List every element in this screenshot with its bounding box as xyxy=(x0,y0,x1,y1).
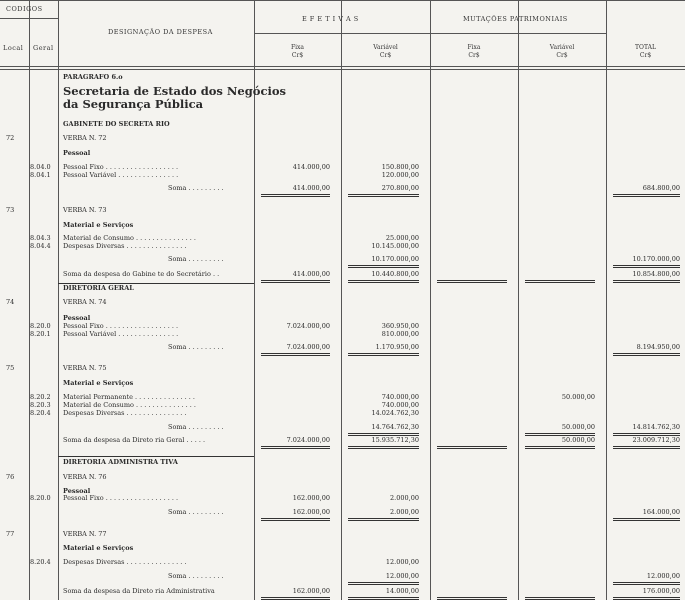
section-separator xyxy=(58,456,254,457)
row-label: Despesas Diversas . . . . . . . . . . . . . . . xyxy=(63,558,187,566)
sum-rule xyxy=(613,582,680,583)
row-label: Material e Serviços xyxy=(63,379,134,387)
amount-var: 14.000,00 xyxy=(385,587,419,595)
amount-total: 176.000,00 xyxy=(642,587,680,595)
amount-total: 10.170.000,00 xyxy=(632,255,680,263)
row-label: VERBA N. 74 xyxy=(63,298,107,306)
geral-code: 8.04.0 xyxy=(30,163,51,171)
section-title: Secretaria de Estado dos Negócios xyxy=(63,84,286,98)
sum-rule-double xyxy=(613,448,680,449)
amount-fixa: 7.024.000,00 xyxy=(286,343,330,351)
sum-rule-double xyxy=(613,282,680,283)
row-label: Soma . . . . . . . . . xyxy=(168,255,224,263)
amount-mvar: 50.000,00 xyxy=(561,436,595,444)
sum-rule-double xyxy=(348,520,419,521)
row-label: GABINETE DO SECRETA RIO xyxy=(63,120,170,128)
sum-rule xyxy=(348,194,419,195)
section-separator xyxy=(58,283,254,284)
sum-rule-double xyxy=(261,355,330,356)
row-label: VERBA N. 75 xyxy=(63,364,107,372)
row-label: Soma . . . . . . . . . xyxy=(168,423,224,431)
local-code: 73 xyxy=(6,206,15,214)
header-geral: Geral xyxy=(33,44,54,52)
amount-total: 164.000,00 xyxy=(642,508,680,516)
geral-code: 8.20.3 xyxy=(30,401,51,409)
header-total: TOTAL xyxy=(635,44,656,51)
amount-total: 23.009.712,30 xyxy=(632,436,680,444)
amount-fixa: 7.024.000,00 xyxy=(286,322,330,330)
sum-rule xyxy=(525,280,595,281)
rule-mutacoes-total xyxy=(606,0,607,600)
amount-total: 12.000,00 xyxy=(646,572,680,580)
amount-fixa: 162.000,00 xyxy=(292,494,330,502)
row-label: Pessoal Fixo . . . . . . . . . . . . . . . . . . xyxy=(63,163,179,171)
amount-fixa: 162.000,00 xyxy=(292,587,330,595)
sum-rule xyxy=(348,597,419,598)
sum-rule xyxy=(261,353,330,354)
rule-codigos xyxy=(0,18,58,19)
header-codigos: CODIGOS xyxy=(6,5,43,13)
section-title: da Segurança Pública xyxy=(63,97,204,111)
amount-var: 1.170.950,00 xyxy=(375,343,419,351)
header-variavel-cr: Cr$ xyxy=(379,52,392,59)
sum-rule xyxy=(437,446,507,447)
amount-fixa: 414.000,00 xyxy=(292,163,330,171)
sum-rule xyxy=(613,597,680,598)
sum-rule xyxy=(348,265,419,266)
amount-var: 15.935.712,30 xyxy=(371,436,419,444)
header-fixa-cr: Cr$ xyxy=(291,52,304,59)
sum-rule-double xyxy=(348,584,419,585)
sum-rule xyxy=(348,446,419,447)
sum-rule xyxy=(261,446,330,447)
amount-fixa: 414.000,00 xyxy=(292,270,330,278)
sum-rule-double xyxy=(525,448,595,449)
geral-code: 8.20.2 xyxy=(30,393,51,401)
sum-rule-double xyxy=(525,282,595,283)
row-label: Material e Serviços xyxy=(63,544,134,552)
row-label: Soma . . . . . . . . . xyxy=(168,572,224,580)
sum-rule xyxy=(348,433,419,434)
header-variavel: Variável xyxy=(373,44,398,51)
amount-fixa: 414.000,00 xyxy=(292,184,330,192)
row-label: Material de Consumo . . . . . . . . . . . . . . . xyxy=(63,401,196,409)
sum-rule-double xyxy=(348,355,419,356)
row-label: Pessoal xyxy=(63,314,91,322)
rule-efetivas-mutacoes xyxy=(430,0,431,600)
amount-fixa: 7.024.000,00 xyxy=(286,436,330,444)
amount-var: 14.024.762,30 xyxy=(371,409,419,417)
sum-rule-double xyxy=(613,355,680,356)
sum-rule-double xyxy=(613,584,680,585)
row-label: Despesas Diversas . . . . . . . . . . . . . . . xyxy=(63,409,187,417)
local-code: 76 xyxy=(6,473,15,481)
row-label: Despesas Diversas . . . . . . . . . . . . . . . xyxy=(63,242,187,250)
sum-rule xyxy=(525,446,595,447)
geral-code: 8.20.4 xyxy=(30,409,51,417)
header-mutacoes: MUTAÇÕES PATRIMONIAIS xyxy=(463,15,568,23)
row-label: Pessoal xyxy=(63,149,91,157)
sum-rule xyxy=(261,518,330,519)
amount-mvar: 50.000,00 xyxy=(561,423,595,431)
row-label: DIRETORIA ADMINISTRA TIVA xyxy=(63,458,178,466)
sum-rule xyxy=(613,353,680,354)
sum-rule xyxy=(613,518,680,519)
sum-rule-double xyxy=(348,196,419,197)
row-label: PARAGRAFO 6.o xyxy=(63,73,123,81)
amount-fixa: 162.000,00 xyxy=(292,508,330,516)
header-mut-variavel-cr: Cr$ xyxy=(556,52,568,59)
row-label: Soma da despesa da Direto ria Geral . . . . . xyxy=(63,436,206,444)
row-label: VERBA N. 72 xyxy=(63,134,107,142)
amount-var: 810.000,00 xyxy=(381,330,419,338)
row-label: VERBA N. 73 xyxy=(63,206,107,214)
amount-var: 740.000,00 xyxy=(381,401,419,409)
sum-rule-double xyxy=(348,267,419,268)
sum-rule-double xyxy=(437,448,507,449)
local-code: 77 xyxy=(6,530,15,538)
row-label: Material de Consumo . . . . . . . . . . . . . . . xyxy=(63,234,196,242)
geral-code: 8.04.4 xyxy=(30,242,51,250)
sum-rule xyxy=(348,518,419,519)
amount-var: 270.800,00 xyxy=(381,184,419,192)
sum-rule xyxy=(613,280,680,281)
header-total-cr: Cr$ xyxy=(639,52,652,59)
sum-rule xyxy=(261,280,330,281)
rule-mfixa-mvar xyxy=(518,0,519,600)
sum-rule xyxy=(613,446,680,447)
row-label: Pessoal Variável . . . . . . . . . . . . . . . xyxy=(63,171,179,179)
amount-var: 12.000,00 xyxy=(385,572,419,580)
rule-fixa-variavel xyxy=(341,0,342,600)
sum-rule-double xyxy=(348,448,419,449)
row-label: VERBA N. 77 xyxy=(63,530,107,538)
row-label: Soma . . . . . . . . . xyxy=(168,343,224,351)
sum-rule-double xyxy=(613,267,680,268)
header-mut-variavel: Variável xyxy=(549,44,575,51)
sum-rule-double xyxy=(261,282,330,283)
rule-header-bottom-2 xyxy=(0,69,685,70)
sum-rule-double xyxy=(261,520,330,521)
sum-rule xyxy=(525,597,595,598)
geral-code: 8.20.4 xyxy=(30,558,51,566)
sum-rule xyxy=(613,433,680,434)
row-label: DIRETORIA GERAL xyxy=(63,284,134,292)
local-code: 72 xyxy=(6,134,15,142)
sum-rule xyxy=(261,194,330,195)
rule-top xyxy=(0,0,685,1)
amount-var: 25.000,00 xyxy=(385,234,419,242)
rule-local-geral xyxy=(29,0,30,600)
sum-rule xyxy=(613,265,680,266)
sum-rule xyxy=(525,433,595,434)
header-local: Local xyxy=(3,44,24,52)
row-label: Soma da despesa da Direto ria Administrativa xyxy=(63,587,215,595)
rule-header-bottom-1 xyxy=(0,66,685,67)
row-label: Material Permanente . . . . . . . . . . . . . . . xyxy=(63,393,195,401)
amount-var: 14.764.762,30 xyxy=(371,423,419,431)
amount-var: 10.145.000,00 xyxy=(371,242,419,250)
local-code: 75 xyxy=(6,364,15,372)
row-label: Material e Serviços xyxy=(63,221,134,229)
row-label: Soma da despesa do Gabine te do Secretário . . xyxy=(63,270,220,278)
geral-code: 8.20.0 xyxy=(30,494,51,502)
sum-rule-double xyxy=(261,196,330,197)
sum-rule xyxy=(348,353,419,354)
amount-var: 10.440.800,00 xyxy=(371,270,419,278)
amount-var: 10.170.000,00 xyxy=(371,255,419,263)
header-mut-fixa: Fixa xyxy=(467,44,481,51)
amount-var: 120.000,00 xyxy=(381,171,419,179)
geral-code: 8.04.3 xyxy=(30,234,51,242)
amount-total: 14.814.762,30 xyxy=(632,423,680,431)
amount-total: 8.194.950,00 xyxy=(636,343,680,351)
sum-rule xyxy=(613,194,680,195)
amount-var: 150.800,00 xyxy=(381,163,419,171)
amount-var: 740.000,00 xyxy=(381,393,419,401)
geral-code: 8.20.0 xyxy=(30,322,51,330)
amount-total: 10.854.800,00 xyxy=(632,270,680,278)
sum-rule xyxy=(348,582,419,583)
amount-var: 360.950,00 xyxy=(381,322,419,330)
row-label: VERBA N. 76 xyxy=(63,473,107,481)
amount-var: 2.000,00 xyxy=(390,508,419,516)
amount-var: 12.000,00 xyxy=(385,558,419,566)
amount-total: 684.800,00 xyxy=(642,184,680,192)
sum-rule xyxy=(437,597,507,598)
row-label: Pessoal Fixo . . . . . . . . . . . . . . . . . . xyxy=(63,322,179,330)
row-label: Pessoal Variável . . . . . . . . . . . . . . . xyxy=(63,330,179,338)
header-efetivas: E F E T I V A S xyxy=(302,15,359,23)
sum-rule-double xyxy=(348,282,419,283)
sum-rule-double xyxy=(613,196,680,197)
row-label: Pessoal xyxy=(63,487,91,495)
row-label: Soma . . . . . . . . . xyxy=(168,184,224,192)
header-mut-fixa-cr: Cr$ xyxy=(468,52,480,59)
rule-geral-designacao xyxy=(58,0,59,600)
sum-rule-double xyxy=(613,520,680,521)
header-fixa: Fixa xyxy=(290,44,305,51)
sum-rule xyxy=(348,280,419,281)
row-label: Soma . . . . . . . . . xyxy=(168,508,224,516)
sum-rule xyxy=(437,280,507,281)
sum-rule-double xyxy=(261,448,330,449)
sum-rule xyxy=(261,597,330,598)
sum-rule-double xyxy=(437,282,507,283)
geral-code: 8.20.1 xyxy=(30,330,51,338)
rule-efetivas-sub xyxy=(254,33,606,34)
row-label: Pessoal Fixo . . . . . . . . . . . . . . . . . . xyxy=(63,494,179,502)
local-code: 74 xyxy=(6,298,15,306)
geral-code: 8.04.1 xyxy=(30,171,51,179)
header-designacao: DESIGNAÇÃO DA DESPESA xyxy=(108,28,213,36)
amount-mvar: 50.000,00 xyxy=(561,393,595,401)
amount-var: 2.000,00 xyxy=(390,494,419,502)
